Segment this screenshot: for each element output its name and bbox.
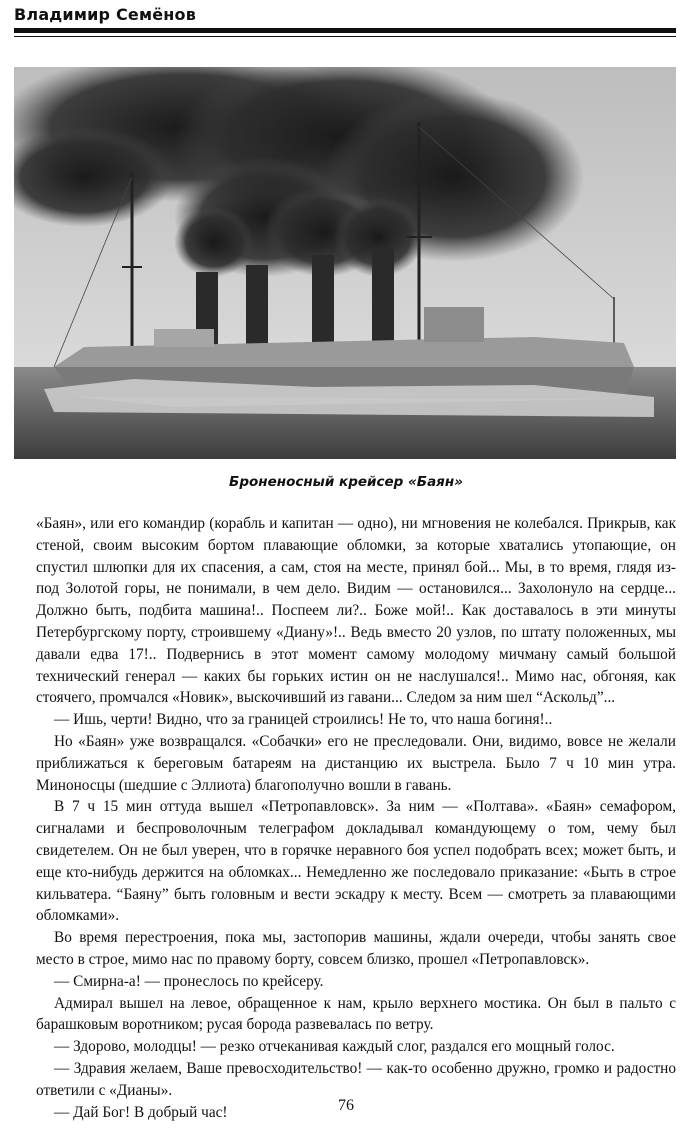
running-header	[14, 4, 676, 37]
paragraph: — Дай Бог! В добрый час!	[54, 1103, 228, 1121]
paragraph: — Здорово, молодцы! — резко отчеканивая каждый слог, раздался его мощный голос.	[54, 1038, 615, 1056]
article-body	[36, 513, 676, 1123]
figure-caption: Броненосный крейсер «Баян»	[229, 474, 463, 490]
paragraph: «Баян», или его командир (корабль и капитан — одно), ни мгновения не колебался. Прикрыв, как стеной, своим высоким бортом плавающие обломки, за которые хватались утопающие, он спустил шлюпки для их спасения, а сам, стоя на месте, принял бой... Мы, в то время, глядя из-под Золотой горы, не понимали, в чем дело. Видим — остановился... Захолонуло на сердце... Должно быть, подбита машина!.. Поспеем ли?.. Боже мой!.. Как доставалось в эти минуты Петербургскому порту, строившему «Диану»!.. Ведь вместо 20 узлов, по штату положенных, мы давали едва 17!.. Подвернись в этот момент самому молодому мичману самый большой технический генерал — каких бы горьких истин он не наслушался!.. Мимо нас, обгоняя, как стоячего, промчался «Новик», выскочивший из гавани... Следом за ним шел “Аскольд”...	[36, 515, 676, 707]
author-name: Владимир Семёнов	[14, 5, 197, 24]
paragraph: — Здравия желаем, Ваше превосходительство! — как-то особенно дружно, громко и радостно ответили с «Дианы».	[36, 1059, 676, 1099]
paragraph: — Ишь, черти! Видно, что за границей строились! Не то, что наша богиня!..	[54, 711, 553, 729]
header-rule-thin	[14, 36, 676, 37]
page-number: 76	[338, 1097, 354, 1114]
paragraph: — Смирна-а! — пронеслось по крейсеру.	[54, 972, 324, 990]
paragraph: Но «Баян» уже возвращался. «Собачки» его не преследовали. Они, видимо, вовсе не желали приближаться к береговым батареям на дистанцию их выстрела. Было 7 ч 10 мин утра. Миноносцы (шедшие с Эллиота) благополучно вошли в гавань.	[36, 732, 676, 794]
paragraph: Адмирал вышел на левое, обращенное к нам, крыло верхнего мостика. Он был в пальто с барашковым воротником; русая борода развевалась по ветру.	[36, 994, 676, 1034]
header-rule-thick	[14, 28, 676, 33]
paragraph: В 7 ч 15 мин оттуда вышел «Петропавловск». За ним — «Полтава». «Баян» семафором, сигналами и беспроволочным телеграфом докладывал командующему о том, чему был свидетелем. Он не был уверен, что в горячке неравного боя успел подобрать всех; может быть, и еще кто-нибудь держится на обломках... Немедленно же последовало приказание: «Быть в строе кильватера. “Баяну” быть головным и вести эскадру к месту. Всем — смотреть за плавающими обломками».	[36, 798, 676, 925]
cruiser-photo	[14, 67, 676, 459]
paragraph: Во время перестроения, пока мы, застопорив машины, ждали очереди, чтобы занять свое место в строе, мимо нас по правому борту, совсем близко, прошел «Петропавловск».	[36, 929, 676, 968]
